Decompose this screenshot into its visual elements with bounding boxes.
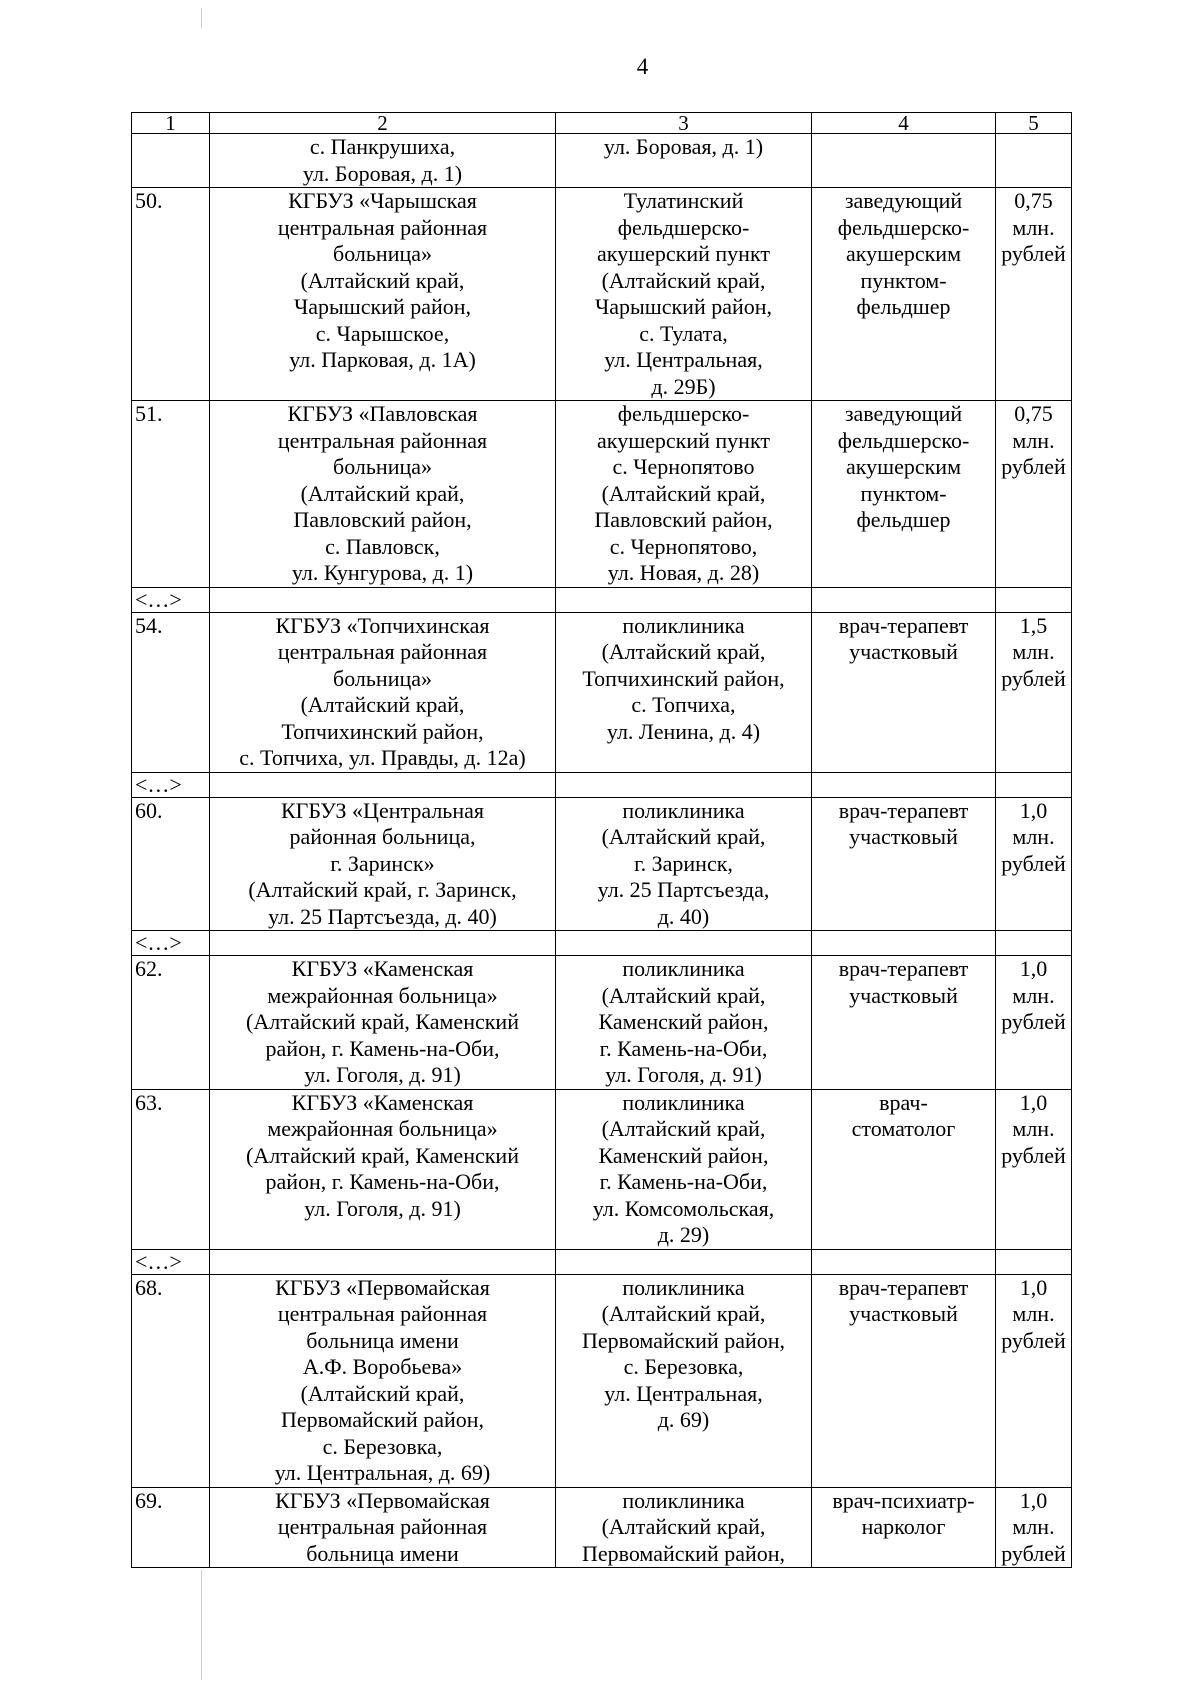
organization-cell <box>210 772 556 797</box>
organization-text: КГБУЗ «Чарышская центральная районная больница» (Алтайский край, Чарышский район, с. Чарышское, ул. Парковая, д. 1А) <box>277 188 488 372</box>
organization-text: с. Панкрушиха, ул. Боровая, д. 1) <box>302 134 463 186</box>
workplace-text: поликлиника (Алтайский край, Каменский район, г. Камень-на-Оби, ул. Комсомольская, д. 29) <box>592 1089 775 1247</box>
organization-cell <box>210 401 556 588</box>
row-number-text: <…> <box>135 771 182 797</box>
payment-amount-cell <box>996 134 1072 188</box>
row-number-text: <…> <box>135 586 182 612</box>
position-cell <box>812 772 996 797</box>
table-row <box>132 612 1072 772</box>
table-row <box>132 797 1072 931</box>
position-text: врач-терапевт участковый <box>838 956 969 1008</box>
workplace-text: поликлиника (Алтайский край, г. Заринск, ул. 25 Партсъезда, д. 40) <box>597 797 770 929</box>
table-row <box>132 956 1072 1090</box>
organization-cell <box>210 931 556 956</box>
workplace-text: поликлиника (Алтайский край, Топчихинский район, с. Топчиха, ул. Ленина, д. 4) <box>582 612 785 744</box>
payment-amount-cell <box>996 188 1072 401</box>
organization-text: КГБУЗ «Павловская центральная районная больница» (Алтайский край, Павловский район, с. Павловск, ул. Кунгурова, д. 1) <box>277 401 488 585</box>
organization-cell <box>210 797 556 931</box>
row-number-text: 63. <box>135 1089 163 1115</box>
payment-amount-text: 1,0 млн. рублей <box>1001 1487 1066 1566</box>
workplace-cell <box>556 797 812 931</box>
workplace-cell <box>556 587 812 612</box>
organization-cell <box>210 1089 556 1249</box>
table-row <box>132 1249 1072 1274</box>
workplace-cell <box>556 188 812 401</box>
row-number-text: 69. <box>135 1487 163 1513</box>
payment-amount-text: 1,5 млн. рублей <box>1001 612 1066 691</box>
table-row <box>132 1089 1072 1249</box>
organization-text: КГБУЗ «Первомайская центральная районная больница имени <box>275 1487 490 1566</box>
position-text: врач-терапевт участковый <box>838 1274 969 1326</box>
position-cell <box>812 1089 996 1249</box>
organization-text: КГБУЗ «Центральная районная больница, г. Заринск» (Алтайский край, г. Заринск, ул. 25 Партсъезда, д. 40) <box>248 797 517 929</box>
row-number-cell <box>132 1249 210 1274</box>
payment-amount-cell <box>996 797 1072 931</box>
row-number-text: 68. <box>135 1274 163 1300</box>
organization-cell <box>210 134 556 188</box>
column-header: 3 <box>556 113 812 134</box>
workplace-cell <box>556 1487 812 1568</box>
payment-amount-text: 1,0 млн. рублей <box>1001 1089 1066 1168</box>
row-number-cell <box>132 134 210 188</box>
table-row <box>132 401 1072 588</box>
position-text: врач-психиатр- нарколог <box>832 1487 975 1539</box>
payment-amount-cell <box>996 401 1072 588</box>
position-text: заведующий фельдшерско- акушерским пунктом- фельдшер <box>837 188 970 319</box>
organization-cell <box>210 1487 556 1568</box>
table-row <box>132 587 1072 612</box>
payment-amount-text: 1,0 млн. рублей <box>1001 956 1066 1034</box>
row-number-cell <box>132 931 210 956</box>
scan-artifact-line <box>201 1570 202 1680</box>
row-number-cell <box>132 1487 210 1568</box>
table-row <box>132 188 1072 401</box>
payment-amount-cell <box>996 956 1072 1090</box>
position-cell <box>812 956 996 1090</box>
row-number-cell <box>132 772 210 797</box>
workplace-text: Тулатинский фельдшерско- акушерский пункт (Алтайский край, Чарышский район, с. Тулата, ул. Центральная, д. 29Б) <box>594 188 773 399</box>
payment-amount-text: 0,75 млн. рублей <box>1001 188 1066 266</box>
table-row <box>132 1487 1072 1568</box>
payment-amount-cell <box>996 1089 1072 1249</box>
organization-cell <box>210 956 556 1090</box>
workplace-cell <box>556 1089 812 1249</box>
row-number-text: <…> <box>135 1248 182 1274</box>
row-number-text: 60. <box>135 797 163 823</box>
position-text: врач-терапевт участковый <box>838 797 969 849</box>
row-number-cell <box>132 956 210 1090</box>
row-number-cell <box>132 797 210 931</box>
payment-amount-cell <box>996 587 1072 612</box>
workplace-cell <box>556 1274 812 1487</box>
organization-cell <box>210 1249 556 1274</box>
payment-amount-cell <box>996 1274 1072 1487</box>
row-number-text: <…> <box>135 930 182 955</box>
position-cell <box>812 612 996 772</box>
payment-amount-text: 1,0 млн. рублей <box>1001 1274 1066 1353</box>
workplace-cell <box>556 931 812 956</box>
column-header: 2 <box>210 113 556 134</box>
workplace-cell <box>556 1249 812 1274</box>
column-header: 5 <box>996 113 1072 134</box>
position-cell <box>812 188 996 401</box>
row-number-cell <box>132 188 210 401</box>
payment-amount-cell <box>996 1249 1072 1274</box>
organization-cell <box>210 1274 556 1487</box>
organization-text: КГБУЗ «Топчихинская центральная районная больница» (Алтайский край, Топчихинский район, с. Топчиха, ул. Правды, д. 12а) <box>239 612 526 770</box>
position-cell <box>812 134 996 188</box>
organization-text: КГБУЗ «Каменская межрайонная больница» (Алтайский край, Каменский район, г. Камень-на-Оби, ул. Гоголя, д. 91) <box>246 956 519 1087</box>
organization-cell <box>210 612 556 772</box>
position-cell <box>812 401 996 588</box>
payment-amount-text: 0,75 млн. рублей <box>1001 401 1066 479</box>
document-table <box>131 112 1072 1568</box>
organization-text: КГБУЗ «Первомайская центральная районная больница имени А.Ф. Воробьева» (Алтайский край, Первомайский район, с. Березовка, ул. Центральная, д. 69) <box>274 1274 491 1485</box>
table-row <box>132 931 1072 956</box>
column-header: 1 <box>132 113 210 134</box>
organization-cell <box>210 188 556 401</box>
workplace-cell <box>556 956 812 1090</box>
workplace-text: ул. Боровая, д. 1) <box>603 134 764 159</box>
workplace-text: поликлиника (Алтайский край, Первомайский район, <box>581 1487 786 1566</box>
row-number-text: 51. <box>135 401 163 426</box>
position-text: заведующий фельдшерско- акушерским пунктом- фельдшер <box>837 401 970 532</box>
row-number-cell <box>132 1274 210 1487</box>
workplace-cell <box>556 772 812 797</box>
table-header-row <box>132 113 1072 134</box>
workplace-cell <box>556 134 812 188</box>
position-cell <box>812 1274 996 1487</box>
payment-amount-cell <box>996 772 1072 797</box>
position-cell <box>812 587 996 612</box>
workplace-text: поликлиника (Алтайский край, Первомайский район, с. Березовка, ул. Центральная, д. 69) <box>581 1274 786 1432</box>
row-number-cell <box>132 401 210 588</box>
position-text: врач- стоматолог <box>851 1089 956 1141</box>
payment-amount-cell <box>996 1487 1072 1568</box>
payment-amount-cell <box>996 931 1072 956</box>
row-number-text: 50. <box>135 188 163 213</box>
workplace-text: поликлиника (Алтайский край, Каменский район, г. Камень-на-Оби, ул. Гоголя, д. 91) <box>598 956 769 1087</box>
workplace-cell <box>556 612 812 772</box>
position-cell <box>812 1249 996 1274</box>
table-row <box>132 772 1072 797</box>
workplace-text: фельдшерско- акушерский пункт с. Чернопятово (Алтайский край, Павловский район, с. Чернопятово, ул. Новая, д. 28) <box>594 401 773 585</box>
row-number-cell <box>132 1089 210 1249</box>
table-row <box>132 1274 1072 1487</box>
workplace-cell <box>556 401 812 588</box>
position-cell <box>812 931 996 956</box>
payment-amount-cell <box>996 612 1072 772</box>
payment-amount-text: 1,0 млн. рублей <box>1001 797 1066 876</box>
column-header: 4 <box>812 113 996 134</box>
scan-artifact-line <box>201 8 202 28</box>
position-text: врач-терапевт участковый <box>838 612 969 664</box>
table-row <box>132 134 1072 188</box>
page-number: 4 <box>636 54 649 79</box>
row-number-cell <box>132 587 210 612</box>
row-number-text: 62. <box>135 956 163 981</box>
position-cell <box>812 1487 996 1568</box>
row-number-cell <box>132 612 210 772</box>
position-cell <box>812 797 996 931</box>
row-number-text: 54. <box>135 612 163 638</box>
organization-text: КГБУЗ «Каменская межрайонная больница» (Алтайский край, Каменский район, г. Камень-на-Оби, ул. Гоголя, д. 91) <box>246 1089 519 1221</box>
organization-cell <box>210 587 556 612</box>
